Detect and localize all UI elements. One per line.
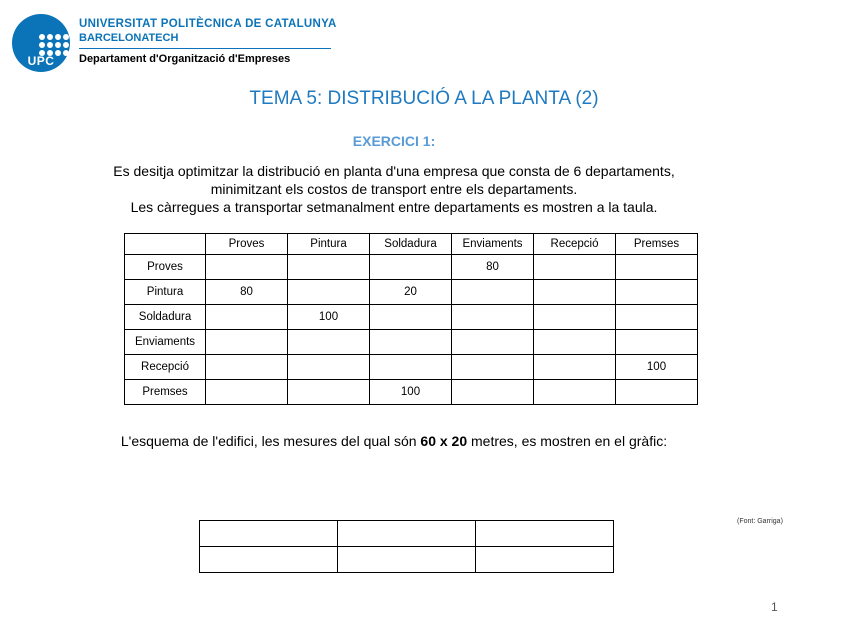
- flow-table: [124, 233, 698, 405]
- table-row: [125, 380, 698, 405]
- source-note: (Font: Garriga): [737, 518, 783, 525]
- building-cell: [200, 521, 338, 547]
- table-row: [125, 305, 698, 330]
- column-header: Premses: [616, 234, 698, 255]
- intro-line-1: Es desitja optimitzar la distribució en planta d'una empresa que consta de 6 departaments,: [113, 163, 675, 179]
- table-cell: [534, 305, 616, 330]
- logo-text: UPC: [27, 54, 55, 68]
- building-row: [200, 521, 614, 547]
- table-cell: [288, 280, 370, 305]
- column-header: Pintura: [288, 234, 370, 255]
- table-cell: [370, 305, 452, 330]
- table-cell: [534, 280, 616, 305]
- column-header: Proves: [206, 234, 288, 255]
- table-cell: [616, 255, 698, 280]
- table-cell: [288, 330, 370, 355]
- table-row: [125, 255, 698, 280]
- table-row: [125, 330, 698, 355]
- table-cell: [370, 355, 452, 380]
- building-row: [200, 547, 614, 573]
- campus-name: BARCELONATECH: [79, 32, 179, 44]
- building-cell: [338, 547, 476, 573]
- department-name: Departament d'Organització d'Empreses: [79, 53, 291, 65]
- table-cell: 80: [452, 255, 534, 280]
- table-cell: [452, 305, 534, 330]
- table-cell: [452, 280, 534, 305]
- table-row: [125, 280, 698, 305]
- intro-line-2: minimitzant els costos de transport entre els departaments.: [210, 181, 578, 197]
- column-header: Enviaments: [452, 234, 534, 255]
- building-cell: [476, 521, 614, 547]
- table-cell: [534, 355, 616, 380]
- table-cell: [206, 255, 288, 280]
- row-label: Premses: [125, 380, 206, 405]
- building-cell: [338, 521, 476, 547]
- table-cell: [206, 305, 288, 330]
- building-text-before: L'esquema de l'edifici, les mesures del qual són: [120, 433, 421, 449]
- table-cell: [616, 380, 698, 405]
- row-label: Proves: [125, 255, 206, 280]
- row-label: Pintura: [125, 280, 206, 305]
- table-cell: 20: [370, 280, 452, 305]
- header-divider: [79, 48, 331, 49]
- table-corner-cell: [125, 234, 206, 255]
- table-cell: [534, 255, 616, 280]
- table-cell: [616, 330, 698, 355]
- table-cell: [616, 305, 698, 330]
- table-cell: [370, 255, 452, 280]
- row-label: Enviaments: [125, 330, 206, 355]
- table-row: [125, 355, 698, 380]
- building-text-after: metres, es mostren en el gràfic:: [467, 433, 668, 449]
- table-cell: 80: [206, 280, 288, 305]
- table-cell: [288, 255, 370, 280]
- intro-text: [0, 162, 788, 216]
- column-header: Soldadura: [370, 234, 452, 255]
- table-cell: [452, 380, 534, 405]
- row-label: Recepció: [125, 355, 206, 380]
- table-cell: [534, 380, 616, 405]
- table-cell: 100: [288, 305, 370, 330]
- table-cell: [370, 330, 452, 355]
- table-header-row: [125, 234, 698, 255]
- table-cell: [288, 380, 370, 405]
- upc-logo: [12, 14, 70, 72]
- table-cell: [452, 355, 534, 380]
- table-cell: [452, 330, 534, 355]
- table-cell: [534, 330, 616, 355]
- column-header: Recepció: [534, 234, 616, 255]
- building-description: [0, 433, 788, 449]
- table-cell: [616, 280, 698, 305]
- building-cell: [476, 547, 614, 573]
- table-cell: 100: [370, 380, 452, 405]
- page-number: 1: [771, 600, 778, 614]
- building-dimensions: 60 x 20: [420, 433, 468, 449]
- building-layout-diagram: [199, 520, 614, 573]
- table-cell: [206, 330, 288, 355]
- building-cell: [200, 547, 338, 573]
- page-title: TEMA 5: DISTRIBUCIÓ A LA PLANTA (2): [249, 88, 599, 109]
- table-cell: 100: [616, 355, 698, 380]
- intro-line-3: Les càrregues a transportar setmanalment entre departaments es mostren a la taula.: [130, 199, 658, 215]
- university-name: UNIVERSITAT POLITÈCNICA DE CATALUNYA: [79, 18, 337, 30]
- table-cell: [206, 380, 288, 405]
- table-cell: [206, 355, 288, 380]
- table-cell: [288, 355, 370, 380]
- exercise-heading: EXERCICI 1:: [352, 133, 436, 149]
- row-label: Soldadura: [125, 305, 206, 330]
